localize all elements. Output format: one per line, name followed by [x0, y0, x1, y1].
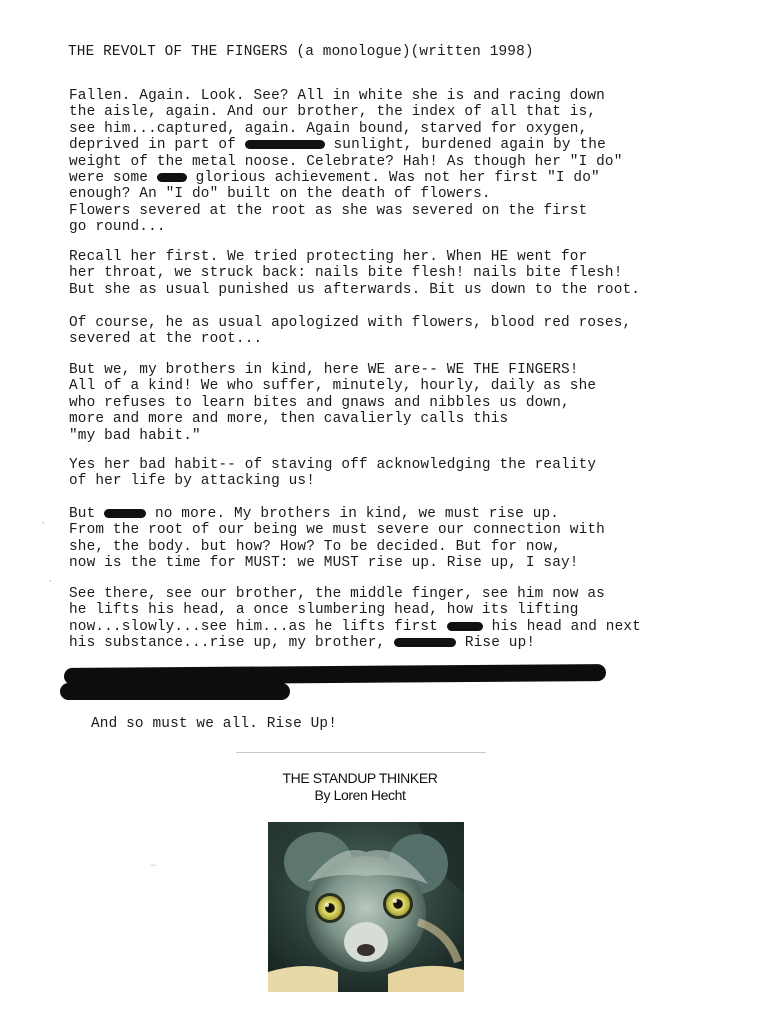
text-segment: sunlight, burdened again by the: [324, 137, 606, 154]
text-line: But we, my brothers in kind, here WE are-- WE THE FINGERS!: [69, 362, 579, 378]
text-line: All of a kind! We who suffer, minutely, hourly, daily as she: [69, 378, 597, 395]
text-line: weight of the metal noose. Celebrate? Hah! As though her "I do": [69, 153, 623, 170]
text-line: "my bad habit.": [69, 427, 201, 444]
text-line: Of course, he as usual apologized with flowers, blood red roses,: [69, 315, 632, 331]
text-line: who refuses to learn bites and gnaws and nibbles us down,: [69, 394, 570, 411]
redaction-mark: [245, 140, 325, 149]
credit-heading: THE STANDUP THINKER: [282, 770, 438, 786]
redaction-mark: [104, 509, 146, 518]
text-line: of her life by attacking us!: [69, 473, 316, 490]
text-line: see him...captured, again. Again bound, starved for oxygen,: [69, 120, 588, 137]
text-segment: But: [69, 506, 105, 522]
redaction-mark: [394, 638, 456, 647]
text-segment: his head and next: [482, 618, 641, 635]
text-segment: glorious achievement. Was not her first "I do": [186, 170, 600, 187]
text-line: See there, see our brother, the middle finger, see him now as: [69, 586, 605, 602]
paragraph-1: [69, 88, 729, 236]
text-line: she, the body. but how? How? To be decided. But for now,: [69, 538, 562, 555]
paragraph-3: [69, 315, 729, 348]
text-line: he lifts his head, a once slumbering head, how its lifting: [69, 602, 579, 619]
text-segment: deprived in part of: [69, 137, 245, 154]
paragraph-7: [69, 586, 729, 652]
text-line: now is the time for MUST: we MUST rise up. Rise up, I say!: [69, 555, 579, 572]
text-line: severed at the root...: [69, 331, 263, 348]
text-segment: no more. My brothers in kind, we must rise up.: [146, 506, 560, 522]
redaction-bar: [60, 683, 290, 700]
paper-speck: –: [150, 860, 157, 872]
text-line: Recall her first. We tried protecting her. When HE went for: [69, 249, 588, 265]
redaction-mark: [447, 622, 483, 631]
paper-speck: ·: [47, 576, 54, 588]
credit-byline: By Loren Hecht: [314, 787, 406, 803]
redaction-bar: [64, 664, 606, 685]
text-segment: were some: [69, 170, 157, 187]
text-segment: now...slowly...see him...as he lifts first: [69, 618, 447, 635]
paper-speck: ·: [40, 518, 47, 530]
text-line: [69, 619, 729, 635]
text-line: enough? An "I do" built on the death of flowers.: [69, 186, 491, 203]
text-line: [69, 137, 729, 153]
text-segment: his substance...rise up, my brother,: [69, 635, 395, 652]
text-line: go round...: [69, 219, 166, 236]
paragraph-6: [69, 506, 729, 572]
redacted-passage: [60, 664, 608, 702]
closing-line: And so must we all. Rise Up!: [91, 716, 338, 732]
text-segment: Rise up!: [456, 635, 536, 652]
text-line: Yes her bad habit-- of staving off acknowledging the reality: [69, 457, 597, 473]
text-line: Fallen. Again. Look. See? All in white she is and racing down: [69, 88, 605, 104]
text-line: more and more and more, then cavalierly calls this: [69, 411, 509, 428]
text-line: [69, 506, 729, 522]
paragraph-2: [69, 249, 729, 298]
text-line: her throat, we struck back: nails bite flesh! nails bite flesh!: [69, 265, 623, 282]
text-line: From the root of our being we must severe our connection with: [69, 522, 605, 539]
aye-aye-photo: [268, 822, 464, 992]
paragraph-4: [69, 362, 729, 444]
text-line: [69, 635, 729, 651]
text-line: But she as usual punished us afterwards. Bit us down to the root.: [69, 281, 641, 298]
paragraph-5: [69, 457, 729, 490]
text-line: Flowers severed at the root as she was severed on the first: [69, 202, 588, 219]
aye-aye-illustration: [268, 822, 464, 992]
text-line: [69, 170, 729, 186]
redaction-mark: [157, 173, 187, 182]
document-title: THE REVOLT OF THE FINGERS (a monologue)(written 1998): [68, 44, 534, 60]
text-line: the aisle, again. And our brother, the index of all that is,: [69, 104, 597, 121]
divider: [236, 752, 486, 753]
credit-block: [240, 770, 480, 804]
